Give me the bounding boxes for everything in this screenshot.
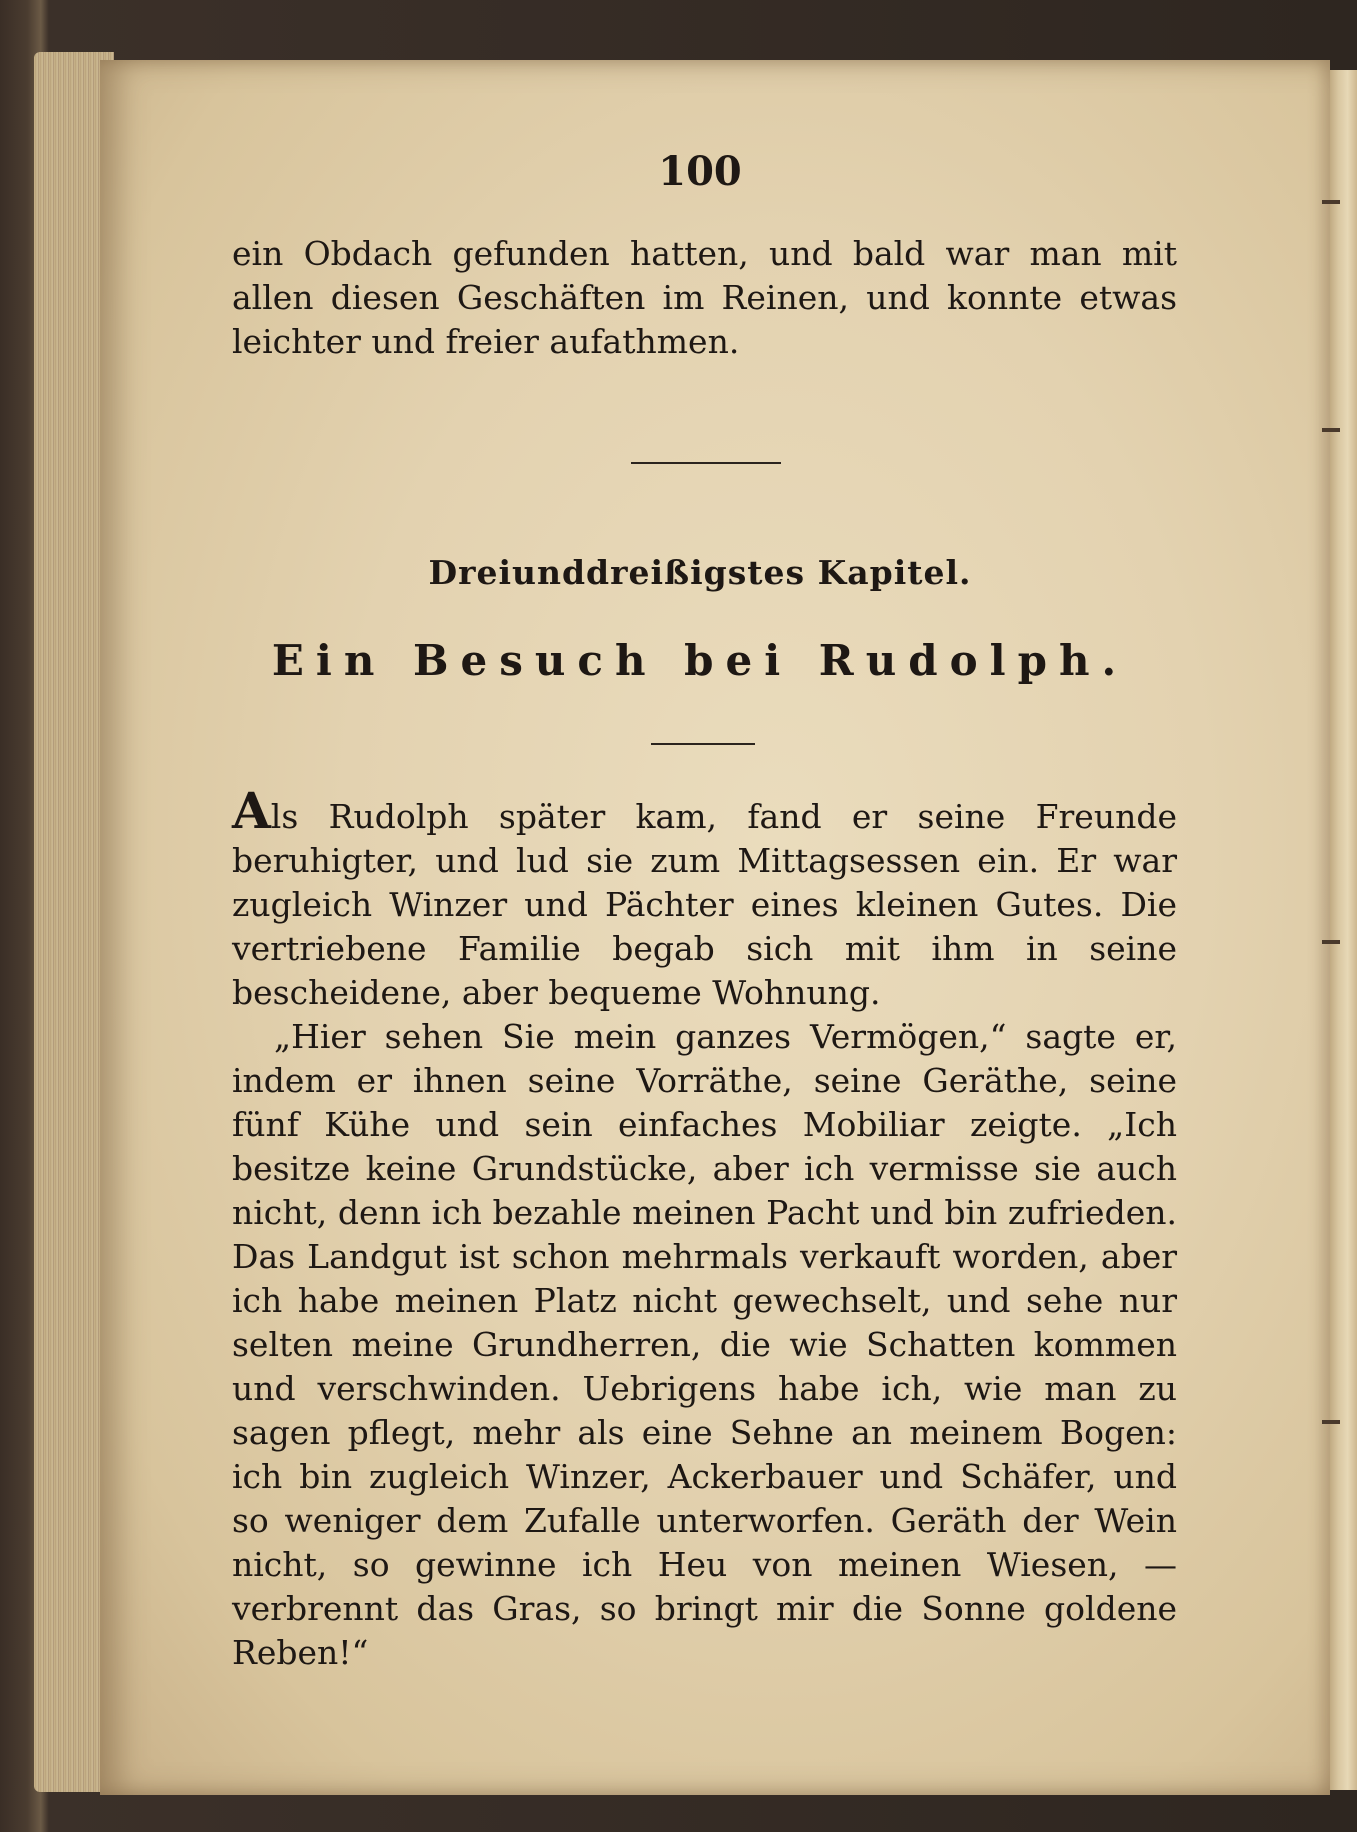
drop-cap: A <box>232 781 271 840</box>
binding-mark <box>1322 940 1340 944</box>
binding-mark <box>1322 200 1340 204</box>
body-paragraph-2: „Hier sehen Sie mein ganzes Vermögen,“ sagte er, indem er ihnen seine Vorräthe, seine Geräthe, seine fünf Kühe und sein einfaches Mobiliar zeigte. „Ich besitze keine Grundstücke, aber ich vermisse sie auch nicht, denn ich bezahle meinen Pacht und bin zufrieden. Das Landgut ist schon mehrmals verkauft worden, aber ich habe meinen Platz nicht gewechselt, und sehe nur selten meine Grundherren, die wie Schatten kommen und verschwinden. Uebrigens habe ich, wie man zu sagen pflegt, mehr als eine Sehne an meinem Bogen: ich bin zugleich Winzer, Ackerbauer und Schäfer, und so weniger dem Zufalle unterworfen. Geräth der Wein nicht, so gewinne ich Heu von meinen Wiesen, — verbrennt das Gras, so bringt mir die Sonne goldene Reben!“ <box>232 1017 1177 1672</box>
section-divider <box>631 462 781 464</box>
intro-paragraph: ein Obdach gefunden hatten, und bald war man mit allen diesen Geschäften im Reinen, und konnte etwas leichter und freier aufathmen. <box>232 234 1177 361</box>
binding-mark <box>1322 428 1340 432</box>
page-number: 100 <box>658 148 742 195</box>
paragraph-1-text: ls Rudolph später kam, fand er seine Freunde beruhigter, und lud sie zum Mittagsessen ein. Er war zugleich Winzer und Pächter eines kleinen Gutes. Die vertriebene Familie begab sich mit ihm in seine bescheidene, aber bequeme Wohnung. <box>232 797 1177 1012</box>
title-divider <box>651 743 755 745</box>
chapter-title: Ein Besuch bei Rudolph. <box>271 636 1129 685</box>
chapter-body <box>232 781 1177 1675</box>
binding-mark <box>1322 1420 1340 1424</box>
facing-page-edge <box>1326 70 1357 1790</box>
chapter-number: Dreiunddreißigstes Kapitel. <box>428 553 972 592</box>
body-paragraph-1 <box>232 781 1177 1015</box>
